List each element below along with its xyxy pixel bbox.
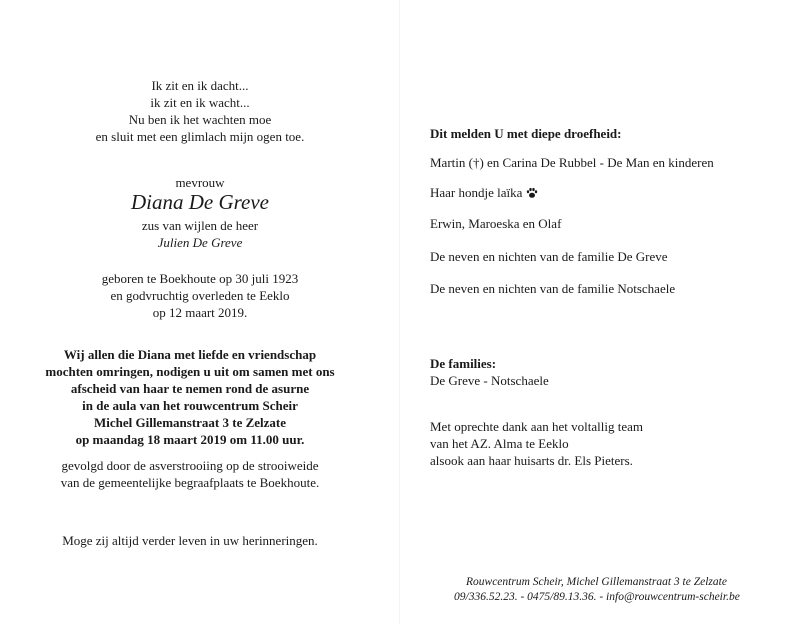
right-page: [400, 0, 800, 624]
family-line-5: De neven en nichten van de familie Notschaele: [430, 281, 676, 296]
invitation-line-6: op maandag 18 maart 2019 om 11.00 uur.: [75, 432, 305, 447]
deceased-title: mevrouw: [175, 175, 225, 190]
death-text-2: op 12 maart 2019.: [152, 305, 248, 320]
birth-text: geboren te Boekhoute op 30 juli 1923: [101, 271, 299, 286]
poem-line-1: Ik zit en ik dacht...: [151, 78, 249, 93]
followup-line-1: gevolgd door de asverstrooiing op de strooiweide: [61, 458, 319, 473]
footer-contact: 09/336.52.23. - 0475/89.13.36. - info@rouwcentrum-scheir.be: [454, 591, 740, 603]
footer-address: Rouwcentrum Scheir, Michel Gillemanstraat 3 te Zelzate: [466, 576, 727, 588]
family-line-3: Erwin, Maroeska en Olaf: [430, 216, 562, 231]
paw-print-icon: [526, 187, 538, 199]
closing-text: Moge zij altijd verder leven in uw herinneringen.: [62, 533, 318, 548]
poem-line-4: en sluit met een glimlach mijn ogen toe.: [95, 129, 305, 144]
family-line-2: [430, 185, 538, 201]
families-names: De Greve - Notschaele: [430, 373, 549, 388]
followup-line-2: van de gemeentelijke begraafplaats te Boekhoute.: [60, 475, 320, 490]
thanks-line-3: alsook aan haar huisarts dr. Els Pieters.: [430, 453, 633, 468]
invitation-line-3: afscheid van haar te nemen rond de asurne: [70, 381, 310, 396]
invitation-line-4: in de aula van het rouwcentrum Scheir: [82, 398, 298, 413]
relation-text: zus van wijlen de heer: [141, 218, 259, 233]
invitation-line-2: mochten omringen, nodigen u uit om samen met ons: [45, 364, 335, 379]
deceased-name: Diana De Greve: [130, 190, 269, 214]
family-line-1: Martin (†) en Carina De Rubbel - De Man en kinderen: [430, 155, 714, 170]
sibling-name: Julien De Greve: [157, 235, 243, 250]
family-line-4: De neven en nichten van de familie De Greve: [430, 249, 668, 264]
dog-name-text: Haar hondje laïka: [430, 185, 523, 200]
thanks-line-2: van het AZ. Alma te Eeklo: [430, 436, 569, 451]
invitation-line-1: Wij allen die Diana met liefde en vriendschap: [63, 347, 317, 362]
announcement-heading: Dit melden U met diepe droefheid:: [430, 126, 622, 141]
poem-line-3: Nu ben ik het wachten moe: [128, 112, 272, 127]
poem-line-2: ik zit en ik wacht...: [150, 95, 250, 110]
thanks-line-1: Met oprechte dank aan het voltallig team: [430, 419, 643, 434]
invitation-line-5: Michel Gillemanstraat 3 te Zelzate: [93, 415, 287, 430]
families-heading: De families:: [430, 356, 497, 371]
death-text-1: en godvruchtig overleden te Eeklo: [110, 288, 290, 303]
